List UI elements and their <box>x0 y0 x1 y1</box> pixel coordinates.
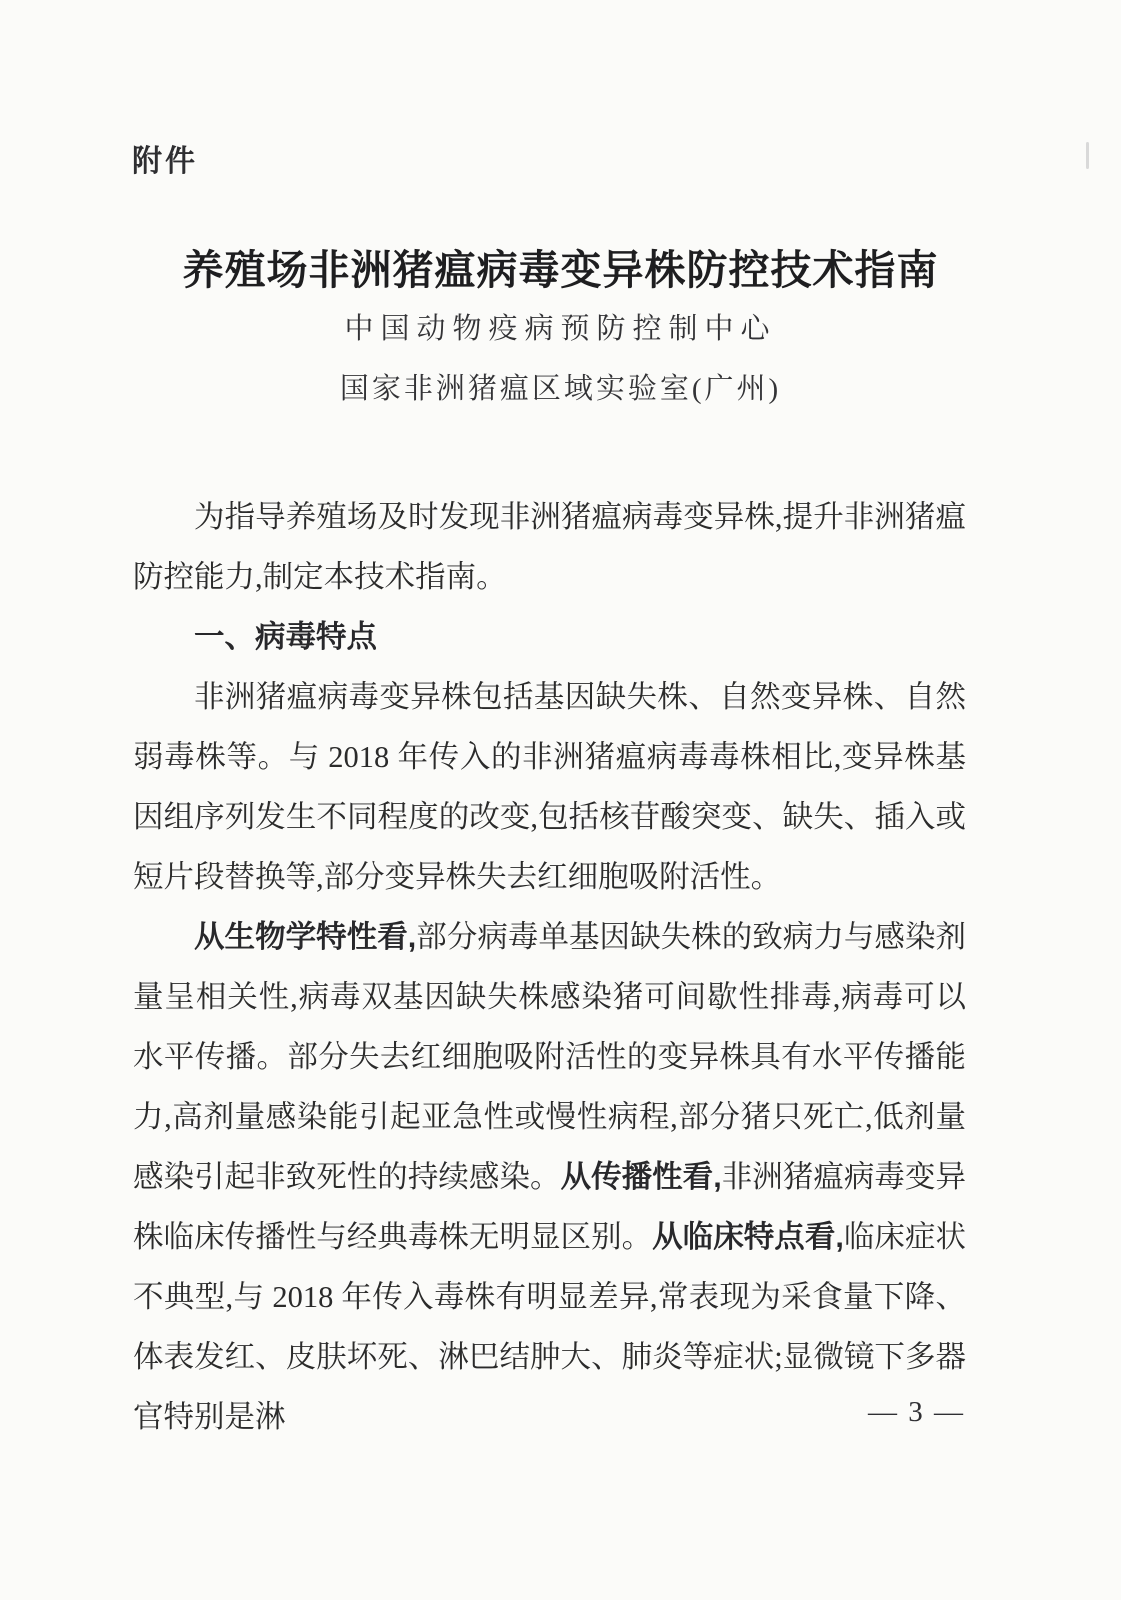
scan-artifact <box>1086 142 1089 169</box>
bold-lead-transmissibility: 从传播性看, <box>560 1160 722 1194</box>
attachment-label: 附件 <box>132 145 198 178</box>
bold-lead-clinical-features: 从临床特点看, <box>652 1220 844 1254</box>
section-heading-virus-characteristics: 一、病毒特点 <box>194 620 377 654</box>
document-body <box>133 487 966 1447</box>
page-number: — 3 — <box>868 1396 965 1428</box>
organization-line-1: 中国动物疫病预防控制中心 <box>344 313 777 345</box>
bold-lead-biological-traits: 从生物学特性看, <box>194 920 417 954</box>
text-clinical-features: 临床症状不典型,与 2018 年传入毒株有明显差异,常表现为采食量下降、体表发红、皮肤坏死、淋巴结肿大、肺炎等症状;显微镜下多器官特别是淋 <box>133 1220 966 1434</box>
organization-line-2: 国家非洲猪瘟区域实验室(广州) <box>339 373 782 405</box>
paragraph-biological-characteristics <box>133 907 966 1447</box>
document-title: 养殖场非洲猪瘟病毒变异株防控技术指南 <box>182 247 939 294</box>
paragraph-virus-variants: 非洲猪瘟病毒变异株包括基因缺失株、自然变异株、自然弱毒株等。与 2018 年传入的非洲猪瘟病毒毒株相比,变异株基因组序列发生不同程度的改变,包括核苷酸突变、缺失、插入或短片段替换等,部分变异株失去红细胞吸附活性。 <box>133 680 966 894</box>
intro-paragraph: 为指导养殖场及时发现非洲猪瘟病毒变异株,提升非洲猪瘟防控能力,制定本技术指南。 <box>133 500 966 594</box>
text-transmissibility: 非洲猪瘟病毒变异株临床传播性与经典毒株无明显区别。 <box>133 1160 967 1254</box>
text-biological-traits: 部分病毒单基因缺失株的致病力与感染剂量呈相关性,病毒双基因缺失株感染猪可间歇性排毒,病毒可以水平传播。部分失去红细胞吸附活性的变异株具有水平传播能力,高剂量感染能引起亚急性或慢性病程,部分猪只死亡,低剂量感染引起非致死性的持续感染。 <box>133 920 966 1194</box>
